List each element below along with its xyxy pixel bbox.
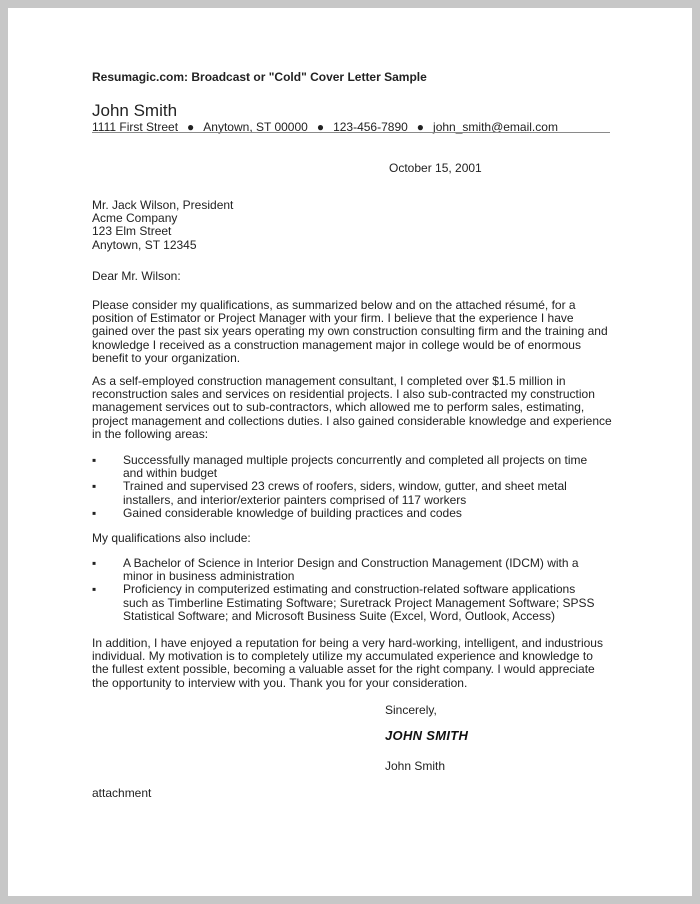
- closing: Sincerely,: [385, 703, 437, 717]
- recipient-line: 123 Elm Street: [92, 224, 172, 239]
- recipient-line: Anytown, ST 12345: [92, 237, 197, 252]
- body-paragraph-2: As a self-employed construction management consultant, I completed over $1.5 million in reconstruction sales and services on residential projects. I also sub-contracted my construction management services out to sub-contractors, which allowed me to perform sales, estimating, project management and collections duties. I also gained considerable knowledge and experience in the following areas:: [92, 374, 612, 441]
- bullet-icon: ▪: [92, 479, 97, 494]
- list-item: ▪ Gained considerable knowledge of building practices and codes: [92, 505, 462, 520]
- letter-page: [8, 8, 692, 896]
- recipient-line: Mr. Jack Wilson, President: [92, 198, 234, 212]
- qualifications-intro: My qualifications also include:: [92, 531, 251, 545]
- bullet-icon: ▪: [92, 505, 97, 520]
- bullet-icon: ▪: [92, 582, 97, 597]
- sender-email: john_smith@email.com: [433, 120, 558, 134]
- bullet-icon: ▪: [92, 453, 97, 467]
- enclosure-note: attachment: [92, 786, 152, 800]
- signature: JOHN SMITH: [385, 728, 469, 743]
- sender-name: John Smith: [92, 101, 178, 120]
- separator-dot: ●: [187, 120, 195, 134]
- list-item: ▪ Successfully managed multiple projects concurrently and completed all projects on time and within budget: [92, 453, 588, 481]
- header-divider: [92, 132, 610, 133]
- document-title: Resumagic.com: Broadcast or "Cold" Cover Letter Sample: [92, 70, 427, 84]
- list-item: ▪ A Bachelor of Science in Interior Design and Construction Management (IDCM) with a minor in business administration: [92, 556, 579, 584]
- body-paragraph-1: Please consider my qualifications, as summarized below and on the attached résumé, for a position of Estimator or Project Manager with your firm. I believe that the experience I have gained over the past six years operating my own construction consulting firm and the training and knowledge I received as a construction management major in college would be of enormous benefit to your organization.: [92, 298, 608, 365]
- list-item: ▪ Trained and supervised 23 crews of roofers, siders, window, gutter, and sheet metal installers, and interior/exterior painters comprised of 117 workers: [92, 479, 567, 507]
- sender-city: Anytown, ST 00000: [203, 120, 308, 134]
- recipient-line: Acme Company: [92, 211, 178, 226]
- separator-dot: ●: [316, 120, 325, 134]
- letter-date: October 15, 2001: [389, 161, 482, 175]
- separator-dot: ●: [416, 120, 425, 134]
- bullet-icon: ▪: [92, 556, 97, 570]
- typed-name: John Smith: [385, 759, 446, 773]
- qualifications-list: [92, 557, 603, 623]
- salutation: Dear Mr. Wilson:: [92, 269, 181, 283]
- body-paragraph-3: In addition, I have enjoyed a reputation for being a very hard-working, intelligent, and industrious individual. My motivation is to completely utilize my accumulated experience and knowledge to the fullest extent possible, becoming a valuable asset for the right company. I would appreciate the opportunity to interview with you. Thank you for your consideration.: [92, 636, 603, 690]
- sender-street: 1111 First Street: [92, 120, 179, 134]
- experience-list: [92, 454, 603, 520]
- recipient-address: [92, 199, 233, 252]
- list-item: ▪ Proficiency in computerized estimating and construction-related software applications such as Timberline Estimating Software; Suretrack Project Management Software; SPSS Statistical Software; and Microsoft Business Suite (Excel, Word, Outlook, Access): [92, 582, 595, 623]
- sender-phone: 123-456-7890: [333, 120, 408, 134]
